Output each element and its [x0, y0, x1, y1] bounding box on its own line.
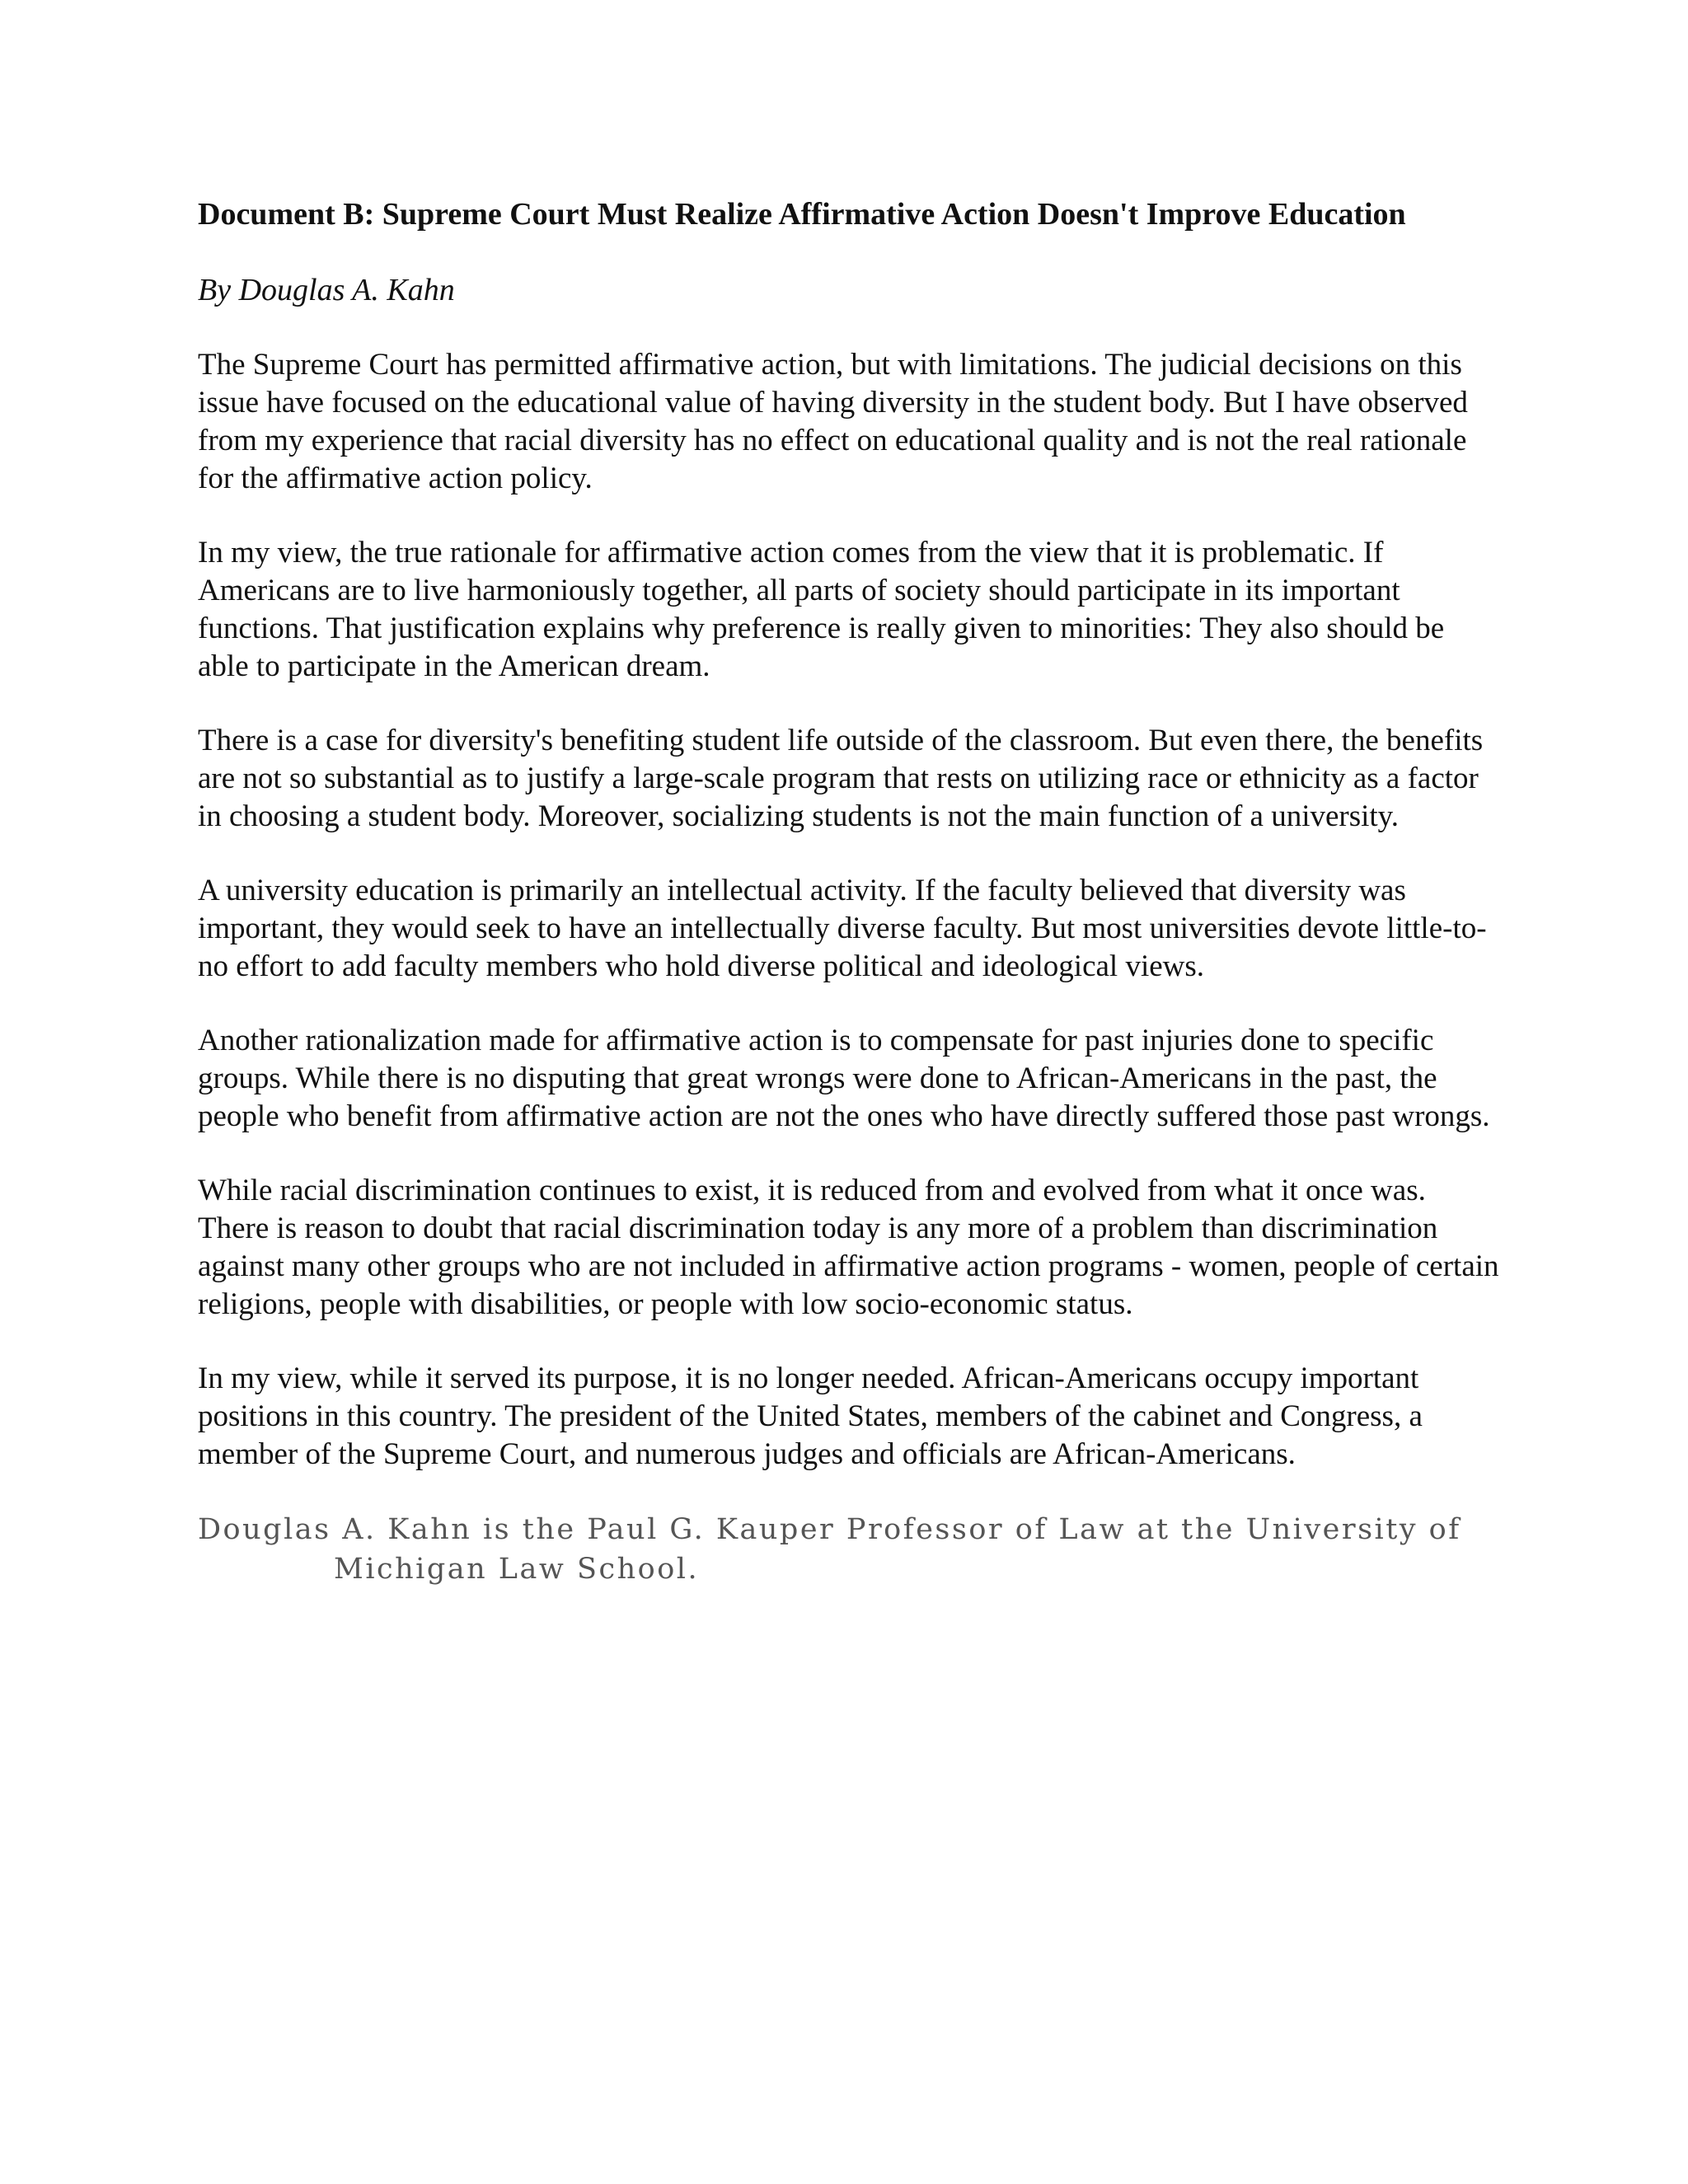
paragraph-2: In my view, the true rationale for affirmative action comes from the view that it is problematic. If Americans are to live harmoniously together, all parts of society should participate in its important functions. That justification explains why preference is really given to minorities: They also should be able to participate in the American dream. [198, 536, 1445, 683]
paragraph-6: While racial discrimination continues to exist, it is reduced from and evolved from what it once was. There is reason to doubt that racial discrimination today is any more of a problem than discrimination against many other groups who are not included in affirmative action programs - women, people of certain religions, people with disabilities, or people with low socio-economic status. [198, 1174, 1499, 1321]
paragraph-7: In my view, while it served its purpose, it is no longer needed. African-Americans occupy important positions in this country. The president of the United States, members of the cabinet and Congress, a member of the Supreme Court, and numerous judges and officials are African-Americans. [198, 1361, 1423, 1471]
paragraph-3: There is a case for diversity's benefiting student life outside of the classroom. But even there, the benefits are not so substantial as to justify a large-scale program that rests on utilizing race or ethnicity as a factor in choosing a student body. Moreover, socializing students is not the main function of a university. [198, 724, 1484, 833]
author-byline: By Douglas A. Kahn [198, 273, 455, 307]
author-bio: Douglas A. Kahn is the Paul G. Kauper Professor of Law at the University of Michigan Law School. [198, 1513, 1461, 1586]
document-body [198, 194, 1500, 1589]
document-title: Document B: Supreme Court Must Realize Affirmative Action Doesn't Improve Education [198, 197, 1406, 232]
paragraph-1: The Supreme Court has permitted affirmative action, but with limitations. The judicial decisions on this issue have focused on the educational value of having diversity in the student body. But I have observed from my experience that racial diversity has no effect on educational quality and is not the real rationale for the affirmative action policy. [198, 348, 1468, 495]
paragraph-5: Another rationalization made for affirmative action is to compensate for past injuries done to specific groups. While there is no disputing that great wrongs were done to African-Americans in the past, the people who benefit from affirmative action are not the ones who have directly suffered those past wrongs. [198, 1024, 1490, 1133]
paragraph-4: A university education is primarily an intellectual activity. If the faculty believed that diversity was important, they would seek to have an intellectually diverse faculty. But most universities devote little-to-no effort to add faculty members who hold diverse political and ideological views. [198, 874, 1487, 983]
